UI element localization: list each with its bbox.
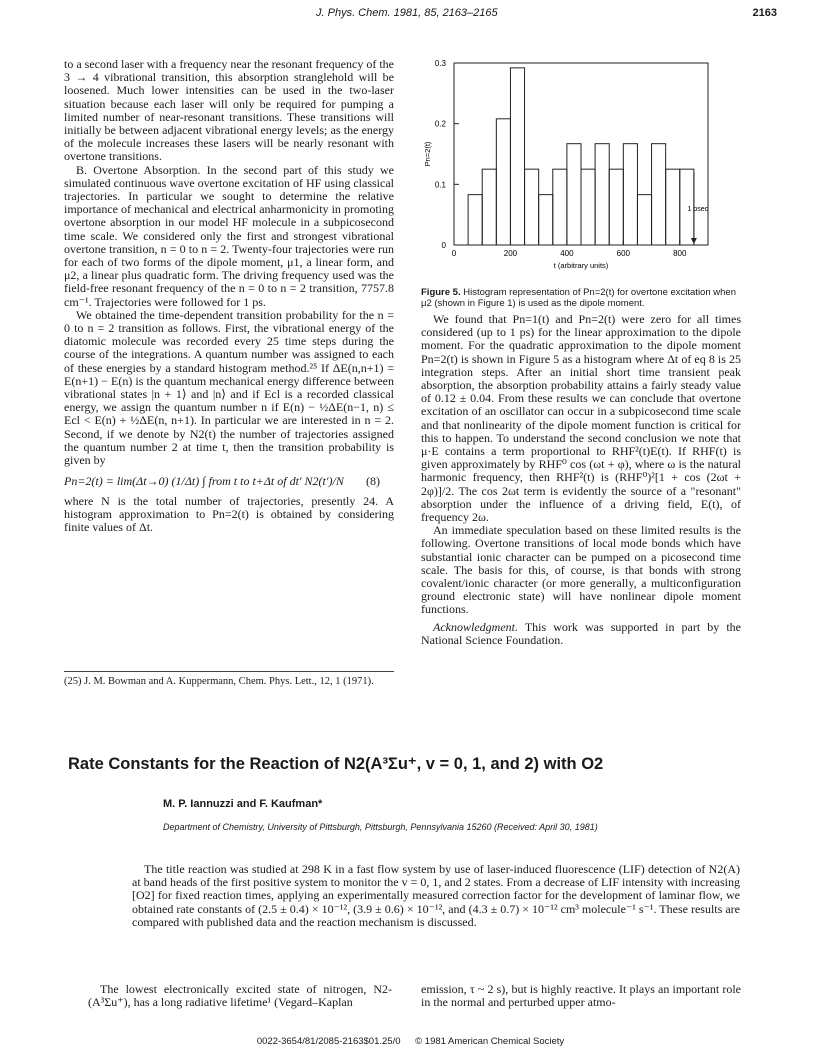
equation-number: (8) [366, 474, 380, 489]
affiliation: Department of Chemistry, University of Pittsburgh, Pittsburgh, Pennsylvania 15260 (Received: April 30, 1981) [163, 822, 598, 832]
article-title: Rate Constants for the Reaction of N2(A³Σu⁺, v = 0, 1, and 2) with O2 [68, 755, 604, 773]
x-tick-label: 200 [503, 249, 518, 258]
x-tick-label: 600 [616, 249, 631, 258]
x-tick-label: 800 [673, 249, 687, 258]
figure-5 [418, 55, 744, 305]
histogram-bar [496, 119, 510, 245]
equation-8 [64, 475, 394, 488]
histogram-bar [510, 68, 524, 245]
x-axis-label: t (arbitrary units) [553, 261, 609, 270]
right-column [421, 313, 741, 647]
authors: M. P. Iannuzzi and F. Kaufman* [163, 798, 323, 810]
y-axis-label: Pn=2(t) [423, 141, 432, 167]
body-text-left: The lowest electronically excited state of nitrogen, N2-(A³Σu⁺), has a long radiative lifetime¹ (Vegard–Kaplan [88, 982, 392, 1010]
page-footer [0, 1036, 821, 1047]
acknowledgment [421, 621, 741, 647]
y-tick-label: 0.2 [434, 119, 446, 129]
histogram-bar [539, 195, 553, 245]
histogram-bar [652, 144, 666, 245]
x-tick-label: 400 [560, 249, 574, 258]
histogram-bar [637, 195, 651, 245]
paragraph: to a second laser with a frequency near the resonant frequency of the 3 → 4 vibrational transition, this absorption stranglehold will be loosened. Much lower intensities can be used in the two-laser situation because each laser will only be required for pumping a limited number of near-resonant transitions. These transitions will initially be between adjacent vibrational energy levels; as the energy of the molecule increases these lasers will be nearly resonant with overtone transitions. [64, 57, 394, 164]
footnote: (25) J. M. Bowman and A. Kuppermann, Chem. Phys. Lett., 12, 1 (1971). [64, 671, 394, 688]
y-tick-label: 0.1 [434, 180, 446, 190]
equation-body: Pn=2(t) = lim(Δt→0) (1/Δt) ∫ from t to t+Δt of dt′ N2(t′)/N [64, 474, 344, 489]
psec-arrowhead [691, 238, 697, 244]
page-number: 2163 [752, 7, 777, 19]
paragraph: B. Overtone Absorption. In the second part of this study we simulated continuous wave overtone excitation of HF using classical trajectories. In particular we sought to determine the relative importance of mechanical and electrical anharmonicity in promoting overtone absorption in our model HF molecule in a subpicosecond time scale. We considered only the first and strongest vibrational overtone transition, n = 0 to n = 2. Twenty-four trajectories were run for each of two forms of the dipole moment, μ1, a linear form, and μ2, a linear plus quadratic form. The driving frequency used was the field-free resonant frequency of the n = 0 to n = 2 transition, 7757.8 cm⁻¹. Trajectories were followed for 1 ps. [64, 162, 394, 309]
x-tick-label: 0 [451, 249, 457, 258]
copyright: © 1981 American Chemical Society [415, 1036, 565, 1047]
histogram-bar [623, 144, 637, 245]
caption-label: Figure 5. [421, 287, 461, 298]
acknowledgment-text: This work was supported in part by the National Science Foundation. [421, 619, 741, 647]
price-code: 0022-3654/81/2085-2163$01.25/0 [256, 1036, 401, 1047]
histogram-chart [418, 55, 744, 285]
histogram-bar [666, 169, 680, 245]
figure-caption [421, 287, 746, 309]
histogram-bar [581, 169, 595, 245]
histogram-bar [567, 144, 581, 245]
running-header: J. Phys. Chem. 1981, 85, 2163–2165 [316, 7, 498, 19]
histogram-bar [553, 169, 567, 245]
paragraph: We found that Pn=1(t) and Pn=2(t) were zero for all times considered (up to 1 ps) for the linear approximation to the dipole moment. For the quadratic approximation to the dipole moment Pn=2(t) is shown in Figure 5 as a histogram where Δt of eq 8 is 25 integration steps. After an initial short time transient peak absorption, the absorption probability attains a fairly steady value of 0.12 ± 0.04. From these results we can conclude that overtone excitation of an oscillator can occur in a subpicosecond time scale and that nonlinearity of the dipole moment function is critical for this to happen. To understand the second conclusion we note that μ·E contains a term proportional to RHF²(t)E(t). If RHF(t) is given approximately by RHF⁰ cos (ωt + φ), where ω is the natural harmonic frequency, then RHF²(t) is (RHF⁰)²[1 + cos (2ωt + 2φ)]/2. The cos 2ωt term is evidently the source of a "resonant" absorption under the influence of a driving field, E(t), of frequency 2ω. [421, 312, 741, 525]
paragraph: An immediate speculation based on these limited results is the following. Overtone transitions of local mode bonds which have substantial ionic character can be pumped on a picosecond time scale. The basis for this, of course, is that bonds with strong covalent/ionic character (or more generally, a multiconfiguration ground electronic state) will have nonlinear dipole moment functions. [421, 523, 741, 617]
abstract: The title reaction was studied at 298 K in a fast flow system by use of laser-induced fluorescence (LIF) detection of N2(A) at band heads of the first positive system to monitor the v = 0, 1, and 2 states. From a decrease of LIF intensity with increasing [O2] for fixed reaction times, applying an experimentally measured correction factor for the development of laminar flow, we obtained rate constants of (2.5 ± 0.4) × 10⁻¹², (3.9 ± 0.6) × 10⁻¹², and (4.3 ± 0.7) × 10⁻¹² cm³ molecule⁻¹ s⁻¹. These results are compared with published data and the reaction mechanism is discussed. [132, 862, 740, 929]
histogram-bar [595, 144, 609, 245]
y-tick-label: 0 [441, 241, 446, 250]
y-tick-label: 0.3 [434, 59, 446, 68]
paragraph: We obtained the time-dependent transition probability for the n = 0 to n = 2 transition as follows. First, the vibrational energy of the diatomic molecule was recorded every 25 time steps during the course of the integrations. A quantum number was assigned to each of these energies by a standard histogram method.²⁵ If ΔE(n,n+1) = E(n+1) − E(n) is the quantum mechanical energy difference between vibrational states |n + 1⟩ and |n⟩ and if Ecl is a recorded classical energy, we assign the quantum number n if E(n) − ½ΔE(n−1, n) ≤ Ecl < E(n) + ½ΔE(n, n+1). In particular we are interested in n = 2. Second, if we denote by N2(t) the number of trajectories assigned the quantum number 2 at time t, then the transition probability is given by [64, 307, 394, 468]
caption-text: Histogram representation of Pn=2(t) for overtone excitation when μ2 (shown in Figure 1) is used as the dipole moment. [421, 287, 736, 309]
histogram-bar [482, 169, 496, 245]
left-column [64, 58, 394, 534]
body-text-right: emission, τ ~ 2 s), but is highly reactive. It plays an important role in the normal and perturbed upper atmo- [421, 982, 741, 1010]
psec-annotation: 1 psec [687, 206, 709, 213]
histogram-bar [468, 195, 482, 245]
paragraph: where N is the total number of trajectories, presently 24. A histogram approximation to Pn=2(t) is obtained by considering finite values of Δt. [64, 493, 394, 534]
histogram-bar [609, 169, 623, 245]
histogram-bar [525, 169, 539, 245]
acknowledgment-label: Acknowledgment. [433, 619, 518, 634]
